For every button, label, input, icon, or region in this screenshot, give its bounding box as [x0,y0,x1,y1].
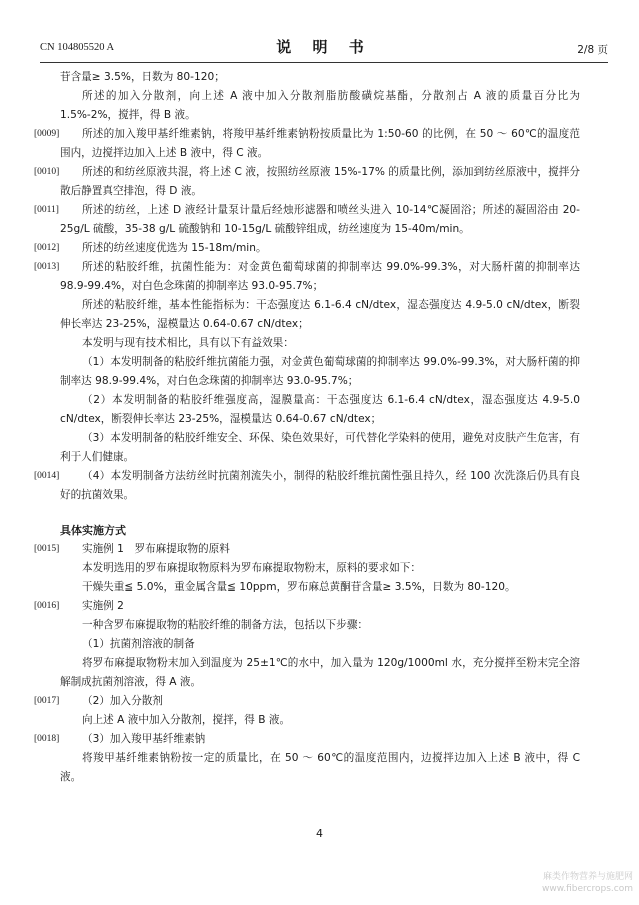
paragraph [34,597,580,616]
paragraph [34,467,580,505]
paragraph [34,201,580,239]
paragraph-text: 苷含量≥ 3.5%，日数为 80-120； [60,71,225,83]
paragraph-text: 将罗布麻提取物粉末加入到温度为 25±1℃的水中，加入量为 120g/1000ml 水，充分搅拌至粉末完全溶解制成抗菌剂溶液，得 A 液。 [60,657,580,688]
paragraph-text: 一种含罗布麻提取物的粘胶纤维的制备方法，包括以下步骤： [82,619,369,631]
paragraph-text: （2）加入分散剂 [82,695,163,707]
document-title: 说 明 书 [276,38,372,56]
paragraph-number: [0016] [34,601,60,611]
paragraph [60,559,580,578]
embodiment-paragraphs [34,540,580,787]
paragraph [60,391,580,429]
paragraph-text: （1）本发明制备的粘胶纤维抗菌能力强，对金黄色葡萄球菌的抑制率达 99.0%-99.3%，对大肠杆菌的抑制率达 98.9-99.4%，对白色念珠菌的抑制率达 93.0-95.7%； [60,356,580,387]
watermark: 麻类作物营养与施肥网 www.fibercrops.com [542,872,633,894]
paragraph [60,635,580,654]
paragraph [34,258,580,296]
paragraph-text: 所述的加入分散剂，向上述 A 液中加入分散剂脂肪酸磺烷基酯，分散剂占 A 液的质量百分比为 1.5%-2%，搅拌，得 B 液。 [60,90,580,121]
paragraph-text: 实施例 2 [82,600,124,612]
paragraph [60,749,580,787]
document-body [34,68,580,787]
paragraph [34,163,580,201]
paragraph-text: 所述的纺丝速度优选为 15-18m/min。 [82,242,267,254]
paragraph [60,68,580,87]
paragraph-number: [0010] [34,167,60,177]
paragraph-text: 所述的粘胶纤维，抗菌性能为：对金黄色葡萄球菌的抑制率达 99.0%-99.3%，对大肠杆菌的抑制率达 98.9-99.4%，对白色念珠菌的抑制率达 93.0-95.7%； [60,261,580,292]
paragraph-text: 向上述 A 液中加入分散剂，搅拌，得 B 液。 [82,714,291,726]
paragraph-text: 本发明选用的罗布麻提取物原料为罗布麻提取物粉末，原料的要求如下： [82,562,421,574]
paragraph-text: 所述的粘胶纤维，基本性能指标为：干态强度达 6.1-6.4 cN/dtex，湿态强度达 4.9-5.0 cN/dtex，断裂伸长率达 23-25%，湿模量达 0.64-0.67 cN/dtex； [60,299,580,330]
paragraph-text: 将羧甲基纤维素钠粉按一定的质量比，在 50 ～ 60℃的温度范围内，边搅拌边加入上述 B 液中，得 C 液。 [60,752,580,783]
paragraph-text: 所述的纺丝，上述 D 液经计量泵计量后经烛形滤器和喷丝头进入 10-14℃凝固浴；所述的凝固浴由 20-25g/L 硫酸，35-38 g/L 硫酸钠和 10-15g/L 硫酸锌组成，纺丝速度为 15-40m/min。 [60,204,580,235]
paragraph [60,429,580,467]
paragraph-number: [0012] [34,243,60,253]
section-heading: 具体实施方式 [60,524,126,537]
paragraph-number: [0018] [34,734,60,744]
page-header [40,36,608,58]
paragraph-text: 所述的加入羧甲基纤维素钠，将羧甲基纤维素钠粉按质量比为 1:50-60 的比例，在 50 ～ 60℃的温度范围内，边搅拌边加入上述 B 液中，得 C 液。 [60,128,580,159]
paragraph [60,334,580,353]
page-count: 2/8 页 [577,44,608,56]
paragraph [60,353,580,391]
paragraph-text: （2）本发明制备的粘胶纤维强度高，湿膜量高：干态强度达 6.1-6.4 cN/dtex，湿态强度达 4.9-5.0 cN/dtex，断裂伸长率达 23-25%，湿模量达 0.64-0.67 cN/dtex； [60,394,580,425]
description-paragraphs [34,68,580,505]
paragraph [60,87,580,125]
paragraph [60,578,580,597]
paragraph-number: [0011] [34,205,59,215]
paragraph-text: 所述的和纺丝原液共混，将上述 C 液，按照纺丝原液 15%-17% 的质量比例，添加到纺丝原液中，搅拌分散后静置真空排泡，得 D 液。 [60,166,580,197]
paragraph [60,296,580,334]
paragraph [60,654,580,692]
paragraph-number: [0009] [34,129,60,139]
paragraph-number: [0014] [34,471,60,481]
paragraph-text: （1）抗菌剂溶液的制备 [82,638,195,650]
paragraph-number: [0017] [34,696,60,706]
paragraph [60,711,580,730]
paragraph [34,540,580,559]
paragraph-text: （4）本发明制备方法纺丝时抗菌剂流失小，制得的粘胶纤维抗菌性强且持久，经 100 次洗涤后仍具有良好的抗菌效果。 [60,470,580,501]
paragraph-text: （3）本发明制备的粘胶纤维安全、环保、染色效果好，可代替化学染料的使用，避免对皮肤产生危害，有利于人们健康。 [60,432,580,463]
paragraph [34,125,580,163]
patent-number: CN 104805520 A [40,42,115,53]
paragraph-number: [0015] [34,544,60,554]
paragraph [34,730,580,749]
paragraph [34,692,580,711]
paragraph-text: 干燥失重≦ 5.0%，重金属含量≦ 10ppm，罗布麻总黄酮苷含量≥ 3.5%，日数为 80-120。 [82,581,516,593]
paragraph-number: [0013] [34,262,60,272]
header-divider [40,62,608,63]
paragraph [60,616,580,635]
paragraph [34,239,580,258]
page-number: 4 [316,827,323,840]
paragraph-text: 本发明与现有技术相比，具有以下有益效果： [82,337,294,349]
paragraph-text: 实施例 1 罗布麻提取物的原料 [82,543,230,555]
paragraph-text: （3）加入羧甲基纤维素钠 [82,733,206,745]
